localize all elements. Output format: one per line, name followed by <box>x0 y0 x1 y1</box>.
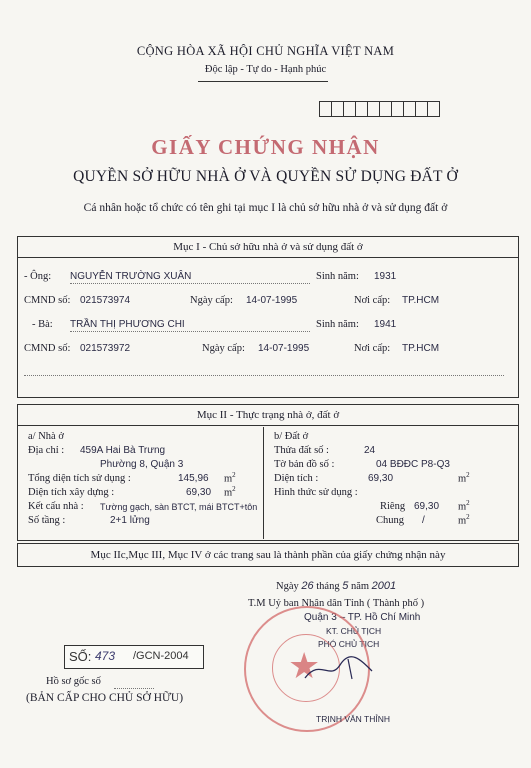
owner2-birth-label: Sinh năm: <box>316 319 359 330</box>
house-address-label: Địa chỉ : <box>28 445 65 456</box>
signer-name: TRỊNH VĂN THỈNH <box>316 714 390 724</box>
land-private-label: Riêng <box>380 501 406 512</box>
registration-number-box <box>64 645 204 669</box>
land-area-unit: $m^2$ <box>458 471 470 485</box>
house-total-area-unit: $m^2$ <box>224 471 236 485</box>
seal-star-icon: ★ <box>288 646 321 686</box>
owner2-place: TP.HCM <box>402 343 440 354</box>
land-private: 69,30 <box>414 501 440 512</box>
vice-chair-kt: KT. CHỦ TỊCH <box>326 626 382 636</box>
land-shared-unit: $m^2$ <box>458 513 470 527</box>
house-floors: 2+1 lửng <box>110 515 150 526</box>
document-subtitle: QUYỀN SỞ HỮU NHÀ Ở VÀ QUYỀN SỬ DỤNG ĐẤT Ở <box>73 168 458 185</box>
signature-icon <box>300 653 380 683</box>
owner1-name: NGUYỄN TRƯỜNG XUÂN <box>70 271 192 282</box>
house-address-line1: 459A Hai Bà Trưng <box>80 445 166 456</box>
copy-note: (BẢN CẤP CHO CHỦ SỞ HỮU) <box>26 692 184 704</box>
owner1-place: TP.HCM <box>402 295 440 306</box>
motto: Độc lập - Tự do - Hạnh phúc <box>204 64 327 75</box>
owner2-date: 14-07-1995 <box>258 343 310 354</box>
registration-number-label: SỐ: <box>69 649 92 664</box>
intro-text: Cá nhân hoặc tổ chức có tên ghi tại mục I là chủ sở hữu nhà ở và sử dụng đất ở <box>83 202 448 214</box>
owner2-birth: 1941 <box>374 319 397 330</box>
house-address-line2: Phường 8, Quận 3 <box>100 459 184 470</box>
house-build-area-label: Diện tích xây dựng : <box>28 487 115 498</box>
serial-boxes <box>320 101 440 117</box>
section-owners-heading: Mục I - Chủ sở hữu nhà ở và sử dụng đất ở <box>18 237 518 258</box>
house-total-area-label: Tổng diện tích sử dụng : <box>28 473 131 484</box>
authority-line1: T.M Uỷ ban Nhân dân Tỉnh ( Thành phố ) <box>248 598 425 609</box>
house-floors-label: Số tầng : <box>28 515 66 526</box>
owner1-id-label: CMND số: <box>24 295 71 306</box>
authority-line2: Quận 3 – TP. Hồ Chí Minh <box>304 612 421 623</box>
owner2-date-label: Ngày cấp: <box>202 343 245 354</box>
owner1-birth: 1931 <box>374 271 397 282</box>
owner1-place-label: Nơi cấp: <box>354 295 391 306</box>
owner1-prefix: - Ông: <box>24 271 52 282</box>
house-build-area: 69,30 <box>186 487 212 498</box>
owner2-place-label: Nơi cấp: <box>354 343 391 354</box>
section-note-text: Mục IIc,Mục III, Mục IV ở các trang sau là thành phần của giấy chứng nhận này <box>90 549 446 561</box>
owner1-id: 021573974 <box>80 295 131 306</box>
owner1-birth-label: Sinh năm: <box>316 271 359 282</box>
registration-number-value: 473 <box>95 649 116 663</box>
land-map-label: Tờ bản đồ số : <box>274 459 335 470</box>
land-usage-label: Hình thức sử dụng : <box>274 487 358 498</box>
issue-date: Ngày 26 tháng 5 năm 2001 <box>276 580 397 592</box>
house-structure-label: Kết cấu nhà : <box>28 501 84 512</box>
house-build-area-unit: $m^2$ <box>224 485 236 499</box>
land-lot-label: Thửa đất số : <box>274 445 329 456</box>
country-header: CỘNG HÒA XÃ HỘI CHỦ NGHĨA VIỆT NAM <box>136 44 395 58</box>
house-total-area: 145,96 <box>178 473 209 484</box>
land-lot: 24 <box>364 445 376 456</box>
owner2-id-label: CMND số: <box>24 343 71 354</box>
owner1-date-label: Ngày cấp: <box>190 295 233 306</box>
motto-underline <box>198 81 328 82</box>
land-area: 69,30 <box>368 473 394 484</box>
owner2-name: TRẦN THỊ PHƯƠNG CHI <box>70 319 185 330</box>
land-area-label: Diện tích : <box>274 473 319 484</box>
land-shared: / <box>422 515 425 526</box>
land-private-unit: $m^2$ <box>458 499 470 513</box>
vice-chair-title: PHÓ CHỦ TỊCH <box>318 639 380 649</box>
house-structure: Tường gạch, sàn BTCT, mái BTCT+tôn <box>100 502 258 512</box>
section-owners <box>17 236 519 398</box>
land-title: b/ Đất ở <box>274 431 309 442</box>
section-property-heading: Mục II - Thực trạng nhà ở, đất ở <box>18 405 518 426</box>
land-shared-label: Chung <box>376 515 405 526</box>
section-note <box>17 543 519 567</box>
house-title: a/ Nhà ở <box>28 431 64 442</box>
archive-number-label: Hồ sơ gốc số <box>46 676 101 687</box>
owner1-date: 14-07-1995 <box>246 295 298 306</box>
owner2-id: 021573972 <box>80 343 131 354</box>
section-property <box>17 404 519 541</box>
owner2-prefix: - Bà: <box>32 319 53 330</box>
registration-number-suffix: /GCN-2004 <box>133 650 189 662</box>
document-title: GIẤY CHỨNG NHẬN <box>151 135 380 159</box>
land-map: 04 BĐĐC P8-Q3 <box>376 459 450 470</box>
section-property-divider <box>263 427 264 539</box>
